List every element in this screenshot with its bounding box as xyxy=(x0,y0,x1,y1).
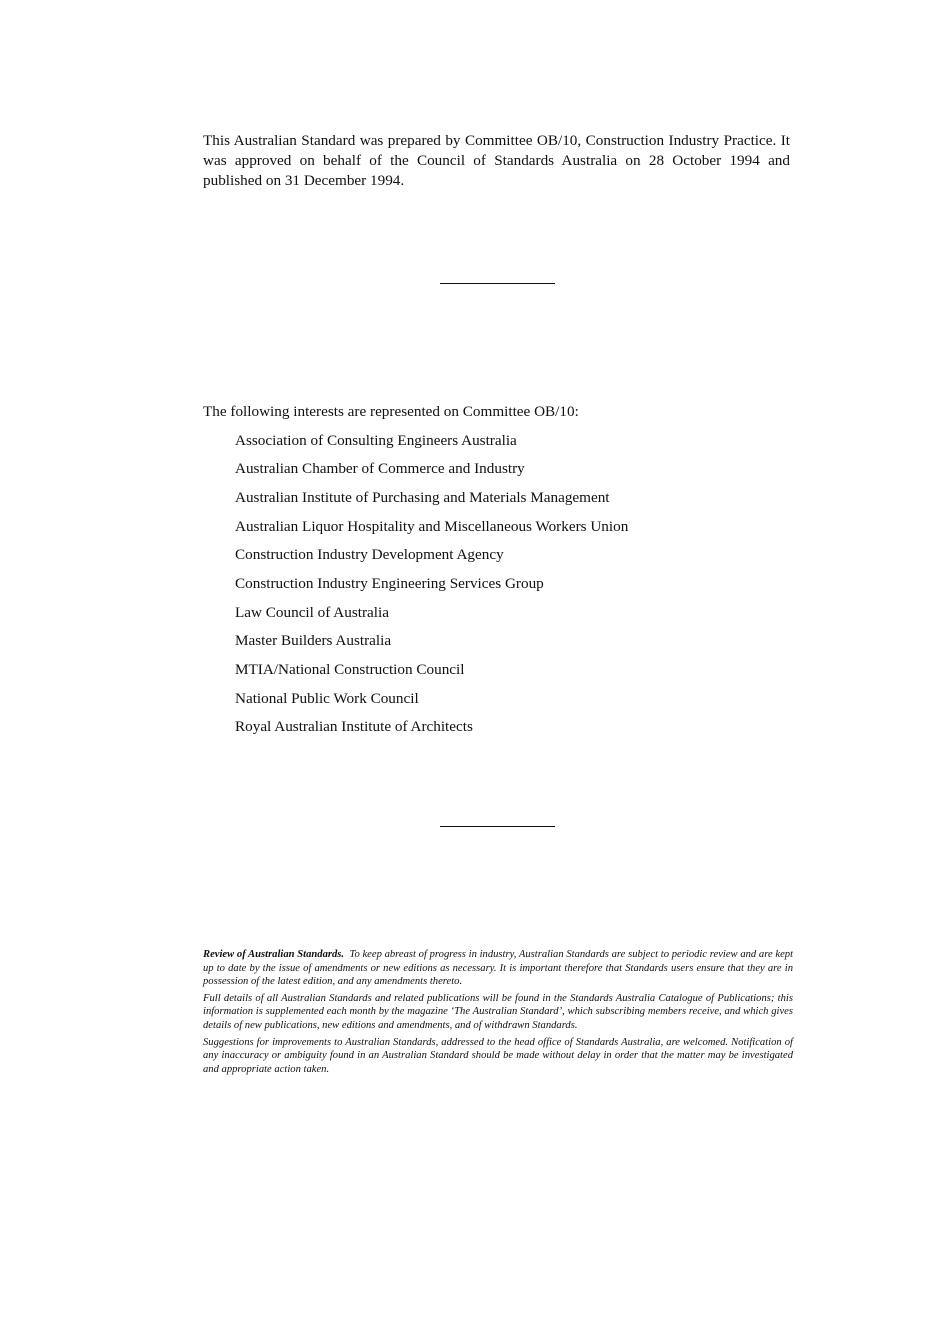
review-paragraph-1 xyxy=(203,948,793,989)
review-title: Review of Australian Standards. xyxy=(203,949,345,960)
committee-member: Construction Industry Engineering Services Group xyxy=(235,575,544,593)
committee-member: Master Builders Australia xyxy=(235,632,392,650)
committee-member: Construction Industry Development Agency xyxy=(235,546,504,564)
committee-member: Association of Consulting Engineers Australia xyxy=(235,431,517,449)
committee-member: Australian Liquor Hospitality and Miscellaneous Workers Union xyxy=(235,517,629,535)
committee-section xyxy=(203,402,803,746)
section-divider-top xyxy=(440,283,555,284)
approval-statement: This Australian Standard was prepared by Committee OB/10, Construction Industry Practice. It was approved on behalf of the Council of Standards Australia on 28 October 1994 and published on 31 December 1994. xyxy=(203,132,790,189)
review-paragraph-1-text: To keep abreast of progress in industry, Australian Standards are subject to periodic review and are kept up to date by the issue of amendments or new editions as necessary. It is important therefore that Standards users ensure that they are in possession of the latest edition, and any amendments thereto. xyxy=(203,949,794,988)
review-notice xyxy=(203,948,793,1079)
committee-member: Australian Chamber of Commerce and Industry xyxy=(235,460,525,478)
committee-member: Australian Institute of Purchasing and Materials Management xyxy=(235,488,610,506)
committee-member-list xyxy=(203,431,803,747)
review-paragraph-3: Suggestions for improvements to Australian Standards, addressed to the head office of Standards Australia, are welcomed. Notification of any inaccuracy or ambiguity found in an Australian Standard should be made without delay in order that the matter may be investigated and appropriate action taken. xyxy=(203,1036,793,1075)
committee-heading: The following interests are represented on Committee OB/10: xyxy=(203,403,579,420)
committee-member: MTIA/National Construction Council xyxy=(235,661,465,679)
committee-member: Law Council of Australia xyxy=(235,603,389,621)
review-paragraph-2: Full details of all Australian Standards and related publications will be found in the Standards Australia Catalogue of Publications; this information is supplemented each month by the magazine ‘The Australian Standard’, which subscribing members receive, and which gives details of new publications, new editions and amendments, and of withdrawn Standards. xyxy=(203,992,793,1031)
committee-member: National Public Work Council xyxy=(235,689,419,707)
section-divider-bottom xyxy=(440,826,555,827)
committee-member: Royal Australian Institute of Architects xyxy=(235,718,473,736)
